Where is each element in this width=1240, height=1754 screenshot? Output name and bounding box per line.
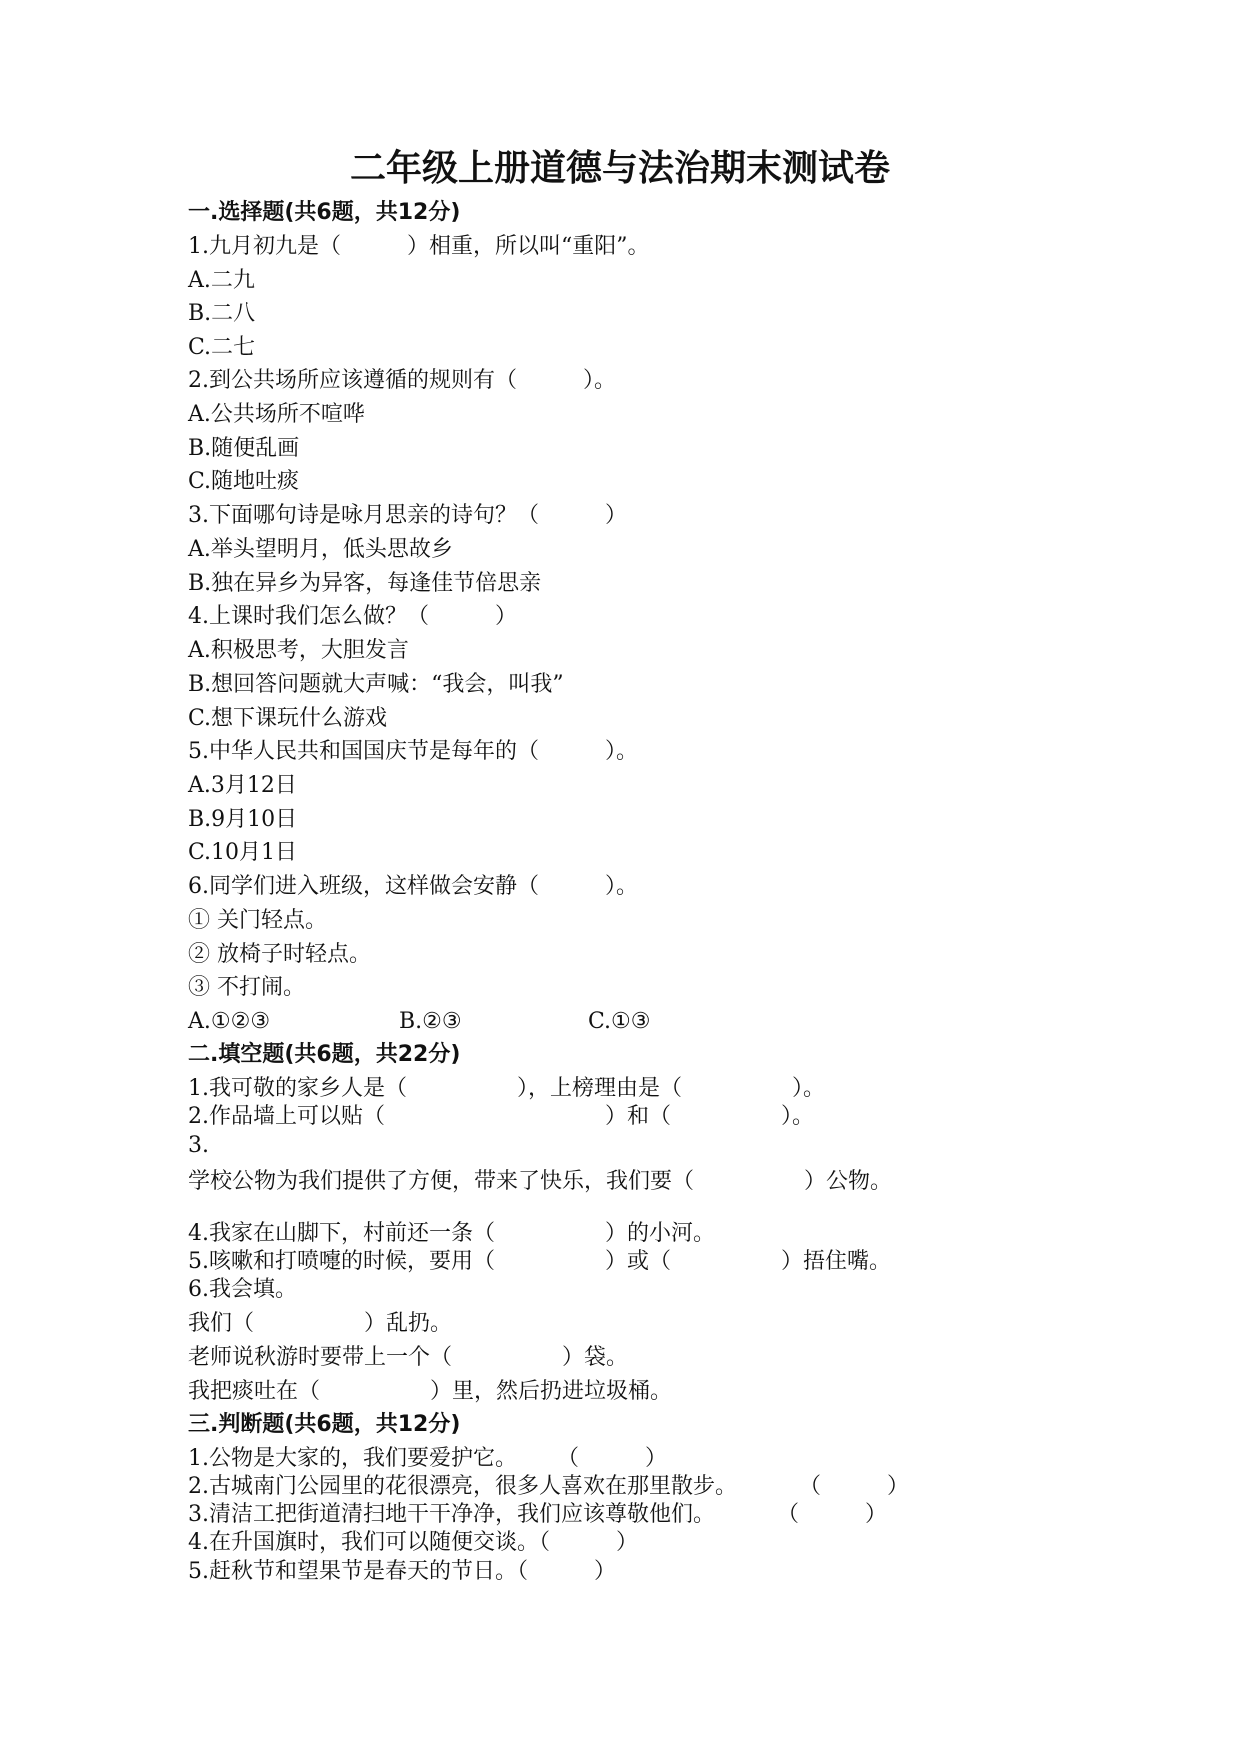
question-text: 3.下面哪句诗是咏月思亲的诗句？（ ） xyxy=(188,503,627,528)
option-text: A.积极思考，大胆发言 xyxy=(188,638,409,663)
question-text: 6.同学们进入班级，这样做会安静（ ）。 xyxy=(188,874,638,899)
question-text: 学校公物为我们提供了方便，带来了快乐，我们要（ ）公物。 xyxy=(188,1169,893,1194)
statement-item: ③ 不打闹。 xyxy=(188,975,305,1000)
option-text: C.想下课玩什么游戏 xyxy=(188,706,388,731)
question-text: 4.我家在山脚下，村前还一条（ ）的小河。 xyxy=(188,1221,715,1246)
option-text: C.二七 xyxy=(188,335,256,360)
option-text: C.随地吐痰 xyxy=(188,469,300,494)
option-text: B.随便乱画 xyxy=(188,436,300,461)
statement-item: ① 关门轻点。 xyxy=(188,908,327,933)
question-text: 2.到公共场所应该遵循的规则有（ ）。 xyxy=(188,368,616,393)
fill-line: 老师说秋游时要带上一个（ ）袋。 xyxy=(188,1345,629,1370)
question-text: 6.我会填。 xyxy=(188,1277,297,1302)
section-heading-judge: 三.判断题(共6题，共12分) xyxy=(188,1412,461,1437)
option-text: A.二九 xyxy=(188,268,255,293)
option-text: B.②③ xyxy=(399,1009,462,1034)
option-text: C.10月1日 xyxy=(188,840,298,865)
statement-item: ② 放椅子时轻点。 xyxy=(188,942,371,967)
question-text: 5.赶秋节和望果节是春天的节日。（ ） xyxy=(188,1559,616,1584)
question-text: 5.咳嗽和打喷嚏的时候，要用（ ）或（ ）捂住嘴。 xyxy=(188,1249,891,1274)
option-text: B.9月10日 xyxy=(188,807,298,832)
page-title: 二年级上册道德与法治期末测试卷 xyxy=(349,148,890,189)
question-text: 1.公物是大家的，我们要爱护它。 （ ） xyxy=(188,1446,667,1471)
fill-line: 我们（ ）乱扔。 xyxy=(188,1311,453,1336)
option-text: B.想回答问题就大声喊：“我会，叫我” xyxy=(188,672,564,697)
question-text: 2.古城南门公园里的花很漂亮，很多人喜欢在那里散步。 （ ） xyxy=(188,1474,909,1499)
option-text: A.公共场所不喧哗 xyxy=(188,402,365,427)
question-text: 1.九月初九是（ ）相重，所以叫“重阳”。 xyxy=(188,234,650,259)
option-text: A.举头望明月，低头思故乡 xyxy=(188,537,453,562)
question-text: 4.在升国旗时，我们可以随便交谈。（ ） xyxy=(188,1530,638,1555)
option-text: B.二八 xyxy=(188,301,256,326)
option-text: A.①②③ xyxy=(188,1009,271,1034)
question-text: 3.清洁工把街道清扫地干干净净，我们应该尊敬他们。 （ ） xyxy=(188,1502,887,1527)
question-text: 2.作品墙上可以贴（ ）和（ ）。 xyxy=(188,1104,814,1129)
option-text: C.①③ xyxy=(588,1009,651,1034)
fill-line: 我把痰吐在（ ）里，然后扔进垃圾桶。 xyxy=(188,1379,673,1404)
question-number: 3. xyxy=(188,1133,209,1158)
section-heading-choice: 一.选择题(共6题，共12分) xyxy=(188,200,461,225)
question-text: 5.中华人民共和国国庆节是每年的（ ）。 xyxy=(188,739,638,764)
question-text: 4.上课时我们怎么做？（ ） xyxy=(188,604,517,629)
section-heading-fill: 二.填空题(共6题，共22分) xyxy=(188,1042,461,1067)
option-text: B.独在异乡为异客，每逢佳节倍思亲 xyxy=(188,571,542,596)
question-text: 1.我可敬的家乡人是（ ），上榜理由是（ ）。 xyxy=(188,1076,825,1101)
option-text: A.3月12日 xyxy=(188,773,297,798)
